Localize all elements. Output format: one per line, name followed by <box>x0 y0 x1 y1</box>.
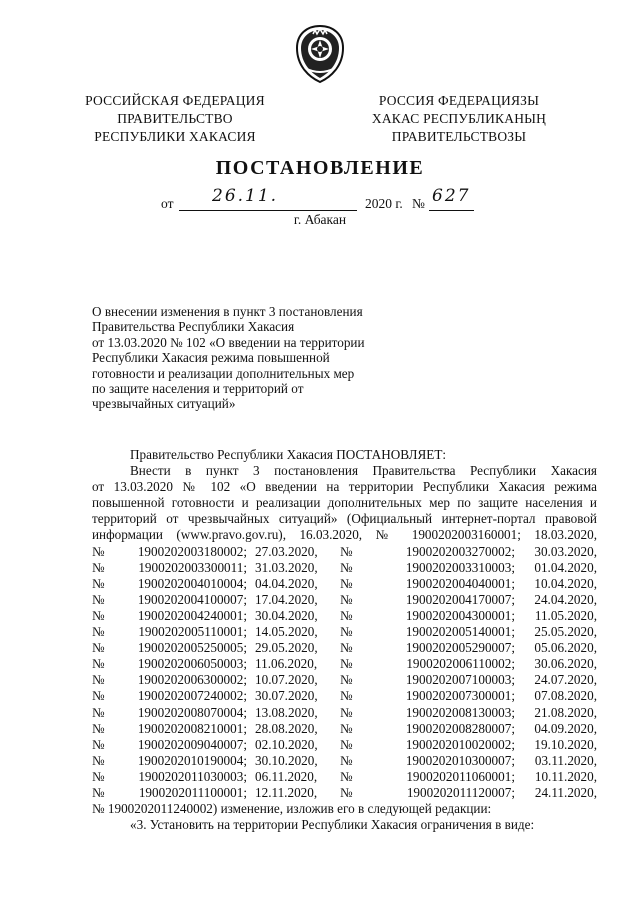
registry-row <box>92 688 597 704</box>
subject-word: и <box>212 381 220 397</box>
registry-id: 1900202008130003; <box>405 704 515 720</box>
registry-id: 1900202004170007; <box>405 591 515 607</box>
registry-id: 1900202011100001; <box>138 784 247 800</box>
registry-date: 06.11.2020, <box>255 768 318 784</box>
registry-row <box>92 560 597 576</box>
registry-id: 1900202005250005; <box>137 640 247 656</box>
body-p1-line-5: информации (www.pravo.gov.ru), 16.03.2020, № 1900202003160001; 18.03.2020, <box>92 527 597 543</box>
registry-date: 13.08.2020, <box>255 704 318 720</box>
registry-date: 11.05.2020, <box>534 607 597 623</box>
registry-number-sign: № <box>340 656 353 672</box>
registry-date: 30.10.2020, <box>255 752 318 768</box>
subject-word: защите <box>108 381 149 397</box>
subject-word: Республики <box>92 350 159 366</box>
registry-id: 1900202004010004; <box>137 575 247 591</box>
subject-line-3: от 13.03.2020 № 102 «О введении на территории <box>92 334 365 350</box>
registry-id: 1900202007240002; <box>137 688 247 704</box>
registry-row <box>92 785 597 801</box>
year-label: 2020 г. <box>365 196 403 211</box>
registry-number-sign: № <box>340 640 353 656</box>
registry-id: 1900202009040007; <box>137 736 247 752</box>
body-p1-line-3: повышенной готовности и реализации дополнительных мер по защите населения и <box>92 495 597 511</box>
document-type-title: ПОСТАНОВЛЕНИЕ <box>215 157 425 179</box>
header-left-line-1: РОССИЙСКАЯ ФЕДЕРАЦИЯ <box>85 93 265 108</box>
subject-word: от <box>291 381 304 397</box>
registry-date: 03.11.2020, <box>534 752 597 768</box>
registry-row <box>92 592 597 608</box>
registry-date: 25.05.2020, <box>534 624 597 640</box>
subject-line-2 <box>92 319 384 334</box>
header-right-line-3: ПРАВИТЕЛЬСТВОЗЫ <box>391 129 527 144</box>
registry-number-sign: № <box>340 736 353 752</box>
registry-number-sign: № <box>92 607 105 623</box>
registry-id: 1900202004240001; <box>137 607 247 623</box>
registry-date: 07.08.2020, <box>534 688 597 704</box>
registry-number-sign: № <box>340 543 353 559</box>
registry-number-sign: № <box>340 752 353 768</box>
registry-number-sign: № <box>340 591 353 607</box>
registry-id: 1900202006300002; <box>137 672 247 688</box>
registry-row <box>92 640 597 656</box>
registry-number-sign: № <box>340 720 353 736</box>
registry-number-sign: № <box>92 591 105 607</box>
registry-row <box>92 737 597 753</box>
subject-word: населения <box>152 381 210 397</box>
subject-word: Хакасия <box>247 319 295 335</box>
registry-date: 24.04.2020, <box>534 591 597 607</box>
registry-number-sign: № <box>92 704 105 720</box>
registry-number-sign: № <box>340 688 353 704</box>
registry-id: 1900202011120007; <box>406 784 515 800</box>
registry-date: 14.05.2020, <box>255 624 318 640</box>
subject-line-7: чрезвычайных ситуаций» <box>92 396 236 412</box>
registry-date: 30.03.2020, <box>534 543 597 559</box>
registry-number-sign: № <box>340 784 353 800</box>
registry-number-sign: № <box>340 704 353 720</box>
registry-id: 1900202010190004; <box>137 752 247 768</box>
registry-id: 1900202008210001; <box>137 720 247 736</box>
registry-id: 1900202008280007; <box>405 720 515 736</box>
coat-of-arms-icon <box>293 24 347 84</box>
registry-number-sign: № <box>92 624 105 640</box>
subject-block <box>92 304 384 412</box>
body-p1-line-2: от 13.03.2020 № 102 «О введении на территории Республики Хакасия режима <box>92 479 597 495</box>
header-right-line-2: ХАКАС РЕСПУБЛИКАНЫҢ <box>371 111 547 126</box>
registry-number-sign: № <box>92 672 105 688</box>
registry-date: 05.06.2020, <box>534 640 597 656</box>
registry-id: 1900202006110002; <box>406 656 515 672</box>
registry-id: 1900202005290007; <box>405 640 515 656</box>
registry-date: 30.06.2020, <box>534 656 597 672</box>
registry-number-sign: № <box>340 559 353 575</box>
subject-line-5: готовности и реализации дополнительных мер <box>92 365 355 381</box>
registry-date: 19.10.2020, <box>534 736 597 752</box>
registry-date: 01.04.2020, <box>534 559 597 575</box>
registry-id: 1900202004100007; <box>137 591 247 607</box>
registry-number-sign: № <box>92 559 105 575</box>
city-label: г. Абакан <box>293 212 347 227</box>
registry-id: 1900202011060001; <box>406 768 515 784</box>
registry-number-sign: № <box>340 575 353 591</box>
registry-id: 1900202007300001; <box>405 688 515 704</box>
date-prefix: от <box>161 196 174 211</box>
number-sign: № <box>412 196 425 211</box>
header-left-line-3: РЕСПУБЛИКИ ХАКАСИЯ <box>94 129 256 144</box>
registry-number-sign: № <box>92 656 105 672</box>
registry-row <box>92 608 597 624</box>
registry-date: 12.11.2020, <box>255 784 318 800</box>
registry-date: 30.04.2020, <box>255 607 318 623</box>
registry-number-sign: № <box>340 672 353 688</box>
body-quote-line: «3. Установить на территории Республики Хакасия ограничения в виде: <box>130 817 535 833</box>
subject-word: повышенной <box>257 350 330 366</box>
registry-list <box>92 544 597 802</box>
registry-id: 1900202005140001; <box>405 624 515 640</box>
registry-id: 1900202003310003; <box>405 559 515 575</box>
registry-number-sign: № <box>340 607 353 623</box>
registry-date: 24.11.2020, <box>534 784 597 800</box>
registry-date: 10.04.2020, <box>534 575 597 591</box>
subject-line-1: О внесении изменения в пункт 3 постановления <box>92 304 363 319</box>
registry-id: 1900202003300011; <box>138 559 247 575</box>
body-p1-line-4: территорий от чрезвычайных ситуаций» (Официальный интернет-портал правовой <box>92 511 597 527</box>
registry-date: 04.09.2020, <box>534 720 597 736</box>
registry-number-sign: № <box>92 768 105 784</box>
registry-number-sign: № <box>92 784 105 800</box>
registry-row <box>92 769 597 785</box>
registry-id: 1900202010300007; <box>405 752 515 768</box>
registry-date: 10.11.2020, <box>534 768 597 784</box>
registry-date: 31.03.2020, <box>255 559 318 575</box>
registry-number-sign: № <box>92 752 105 768</box>
registry-date: 28.08.2020, <box>255 720 318 736</box>
registry-number-sign: № <box>92 575 105 591</box>
body-closing-line: № 1900202011240002) изменение, изложив его в следующей редакции: <box>92 801 492 817</box>
registry-row <box>92 544 597 560</box>
header-right-line-1: РОССИЯ ФЕДЕРАЦИЯЗЫ <box>378 93 540 108</box>
subject-word: режима <box>211 350 254 366</box>
header-right <box>354 92 564 146</box>
registry-row <box>92 705 597 721</box>
header-left <box>70 92 280 146</box>
registry-id: 1900202010020002; <box>405 736 515 752</box>
subject-word: Республики <box>178 319 245 335</box>
subject-word: территорий <box>223 381 288 397</box>
handwritten-date: 26.11. <box>212 186 279 206</box>
registry-id: 1900202003270002; <box>405 543 515 559</box>
registry-number-sign: № <box>92 640 105 656</box>
body-text <box>92 447 597 833</box>
registry-number-sign: № <box>340 624 353 640</box>
registry-number-sign: № <box>92 736 105 752</box>
registry-number-sign: № <box>92 688 105 704</box>
registry-id: 1900202011030003; <box>138 768 247 784</box>
registry-id: 1900202008070004; <box>137 704 247 720</box>
registry-date: 17.04.2020, <box>255 591 318 607</box>
subject-word: по <box>92 381 106 397</box>
registry-date: 27.03.2020, <box>255 543 318 559</box>
registry-date: 30.07.2020, <box>255 688 318 704</box>
registry-row <box>92 753 597 769</box>
subject-line-6 <box>92 381 384 396</box>
registry-number-sign: № <box>92 543 105 559</box>
registry-id: 1900202004300001; <box>405 607 515 623</box>
registry-number-sign: № <box>92 720 105 736</box>
registry-row <box>92 721 597 737</box>
subject-line-4 <box>92 350 384 365</box>
registry-row <box>92 656 597 672</box>
registry-id: 1900202006050003; <box>137 656 247 672</box>
registry-row <box>92 624 597 640</box>
handwritten-number: 627 <box>432 186 471 206</box>
registry-id: 1900202007100003; <box>405 672 515 688</box>
body-intro: Правительство Республики Хакасия ПОСТАНОВЛЯЕТ: <box>130 447 447 462</box>
registry-date: 11.06.2020, <box>255 656 318 672</box>
registry-id: 1900202004040001; <box>405 575 515 591</box>
registry-id: 1900202005110001; <box>138 624 247 640</box>
registry-date: 10.07.2020, <box>255 672 318 688</box>
registry-row <box>92 672 597 688</box>
registry-id: 1900202003180002; <box>137 543 247 559</box>
subject-word: Правительства <box>92 319 175 335</box>
registry-date: 21.08.2020, <box>534 704 597 720</box>
registry-date: 02.10.2020, <box>255 736 318 752</box>
body-p1-line-1: Внести в пункт 3 постановления Правительства Республики Хакасия <box>130 463 597 479</box>
subject-word: Хакасия <box>161 350 208 366</box>
registry-number-sign: № <box>340 768 353 784</box>
registry-date: 04.04.2020, <box>255 575 318 591</box>
registry-row <box>92 576 597 592</box>
registry-date: 24.07.2020, <box>534 672 597 688</box>
registry-date: 29.05.2020, <box>255 640 318 656</box>
header-left-line-2: ПРАВИТЕЛЬСТВО <box>117 111 233 126</box>
